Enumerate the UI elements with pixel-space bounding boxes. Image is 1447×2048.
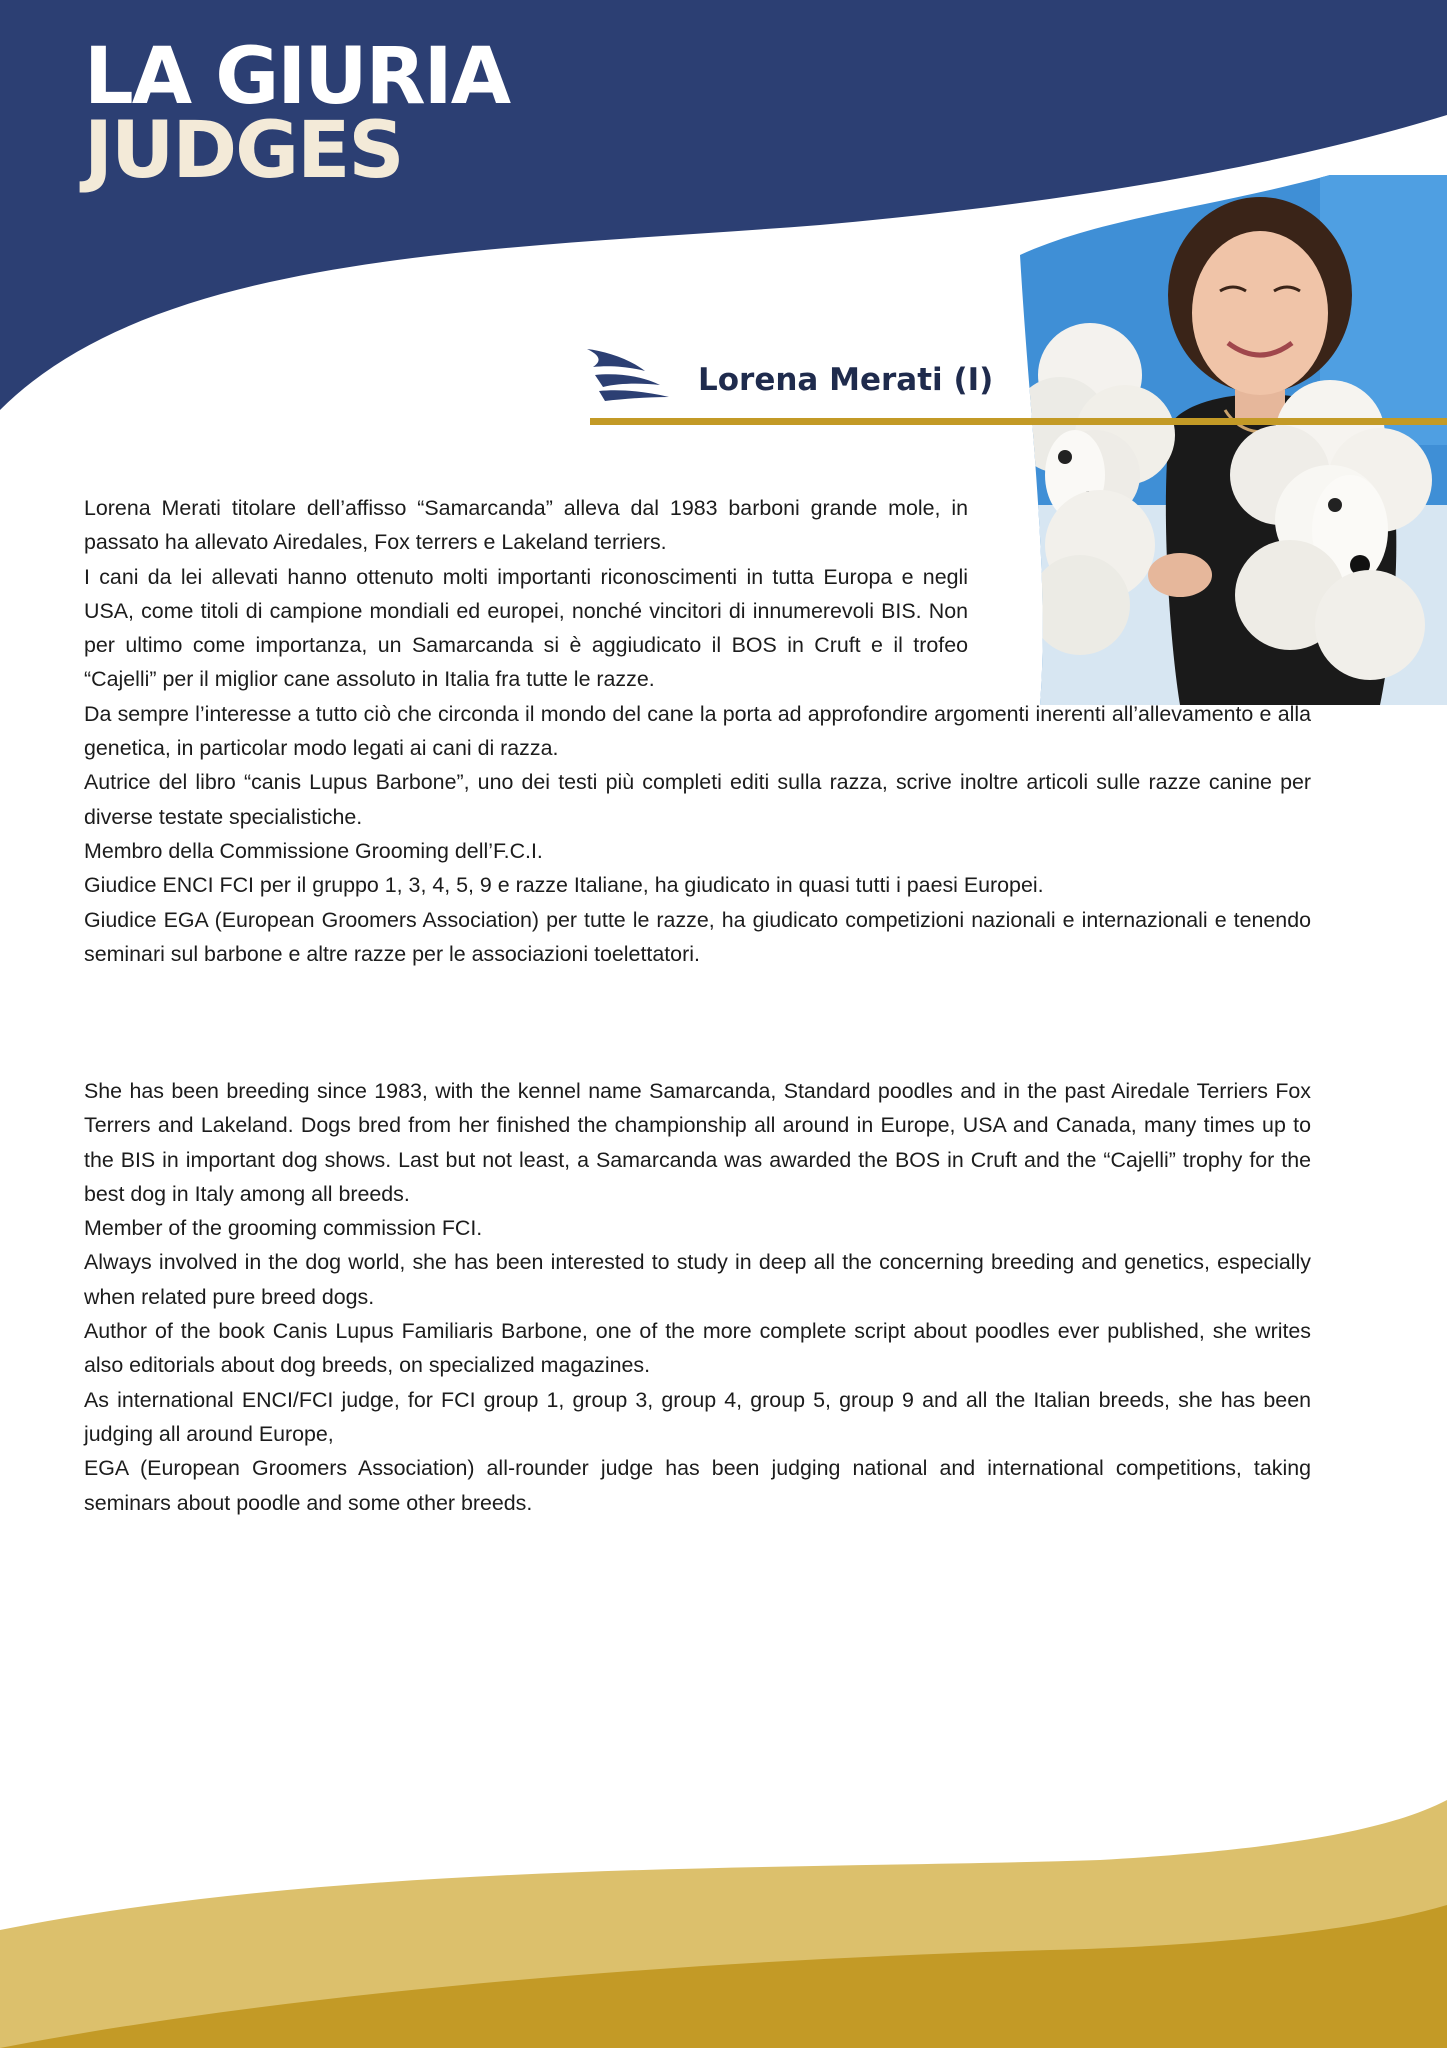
paragraph: Giudice ENCI FCI per il gruppo 1, 3, 4, 5, 9 e razze Italiane, ha giudicato in quasi tutti i paesi Europei. <box>84 873 1044 898</box>
title-line-italian: LA GIURIA <box>84 32 510 122</box>
paragraph: As international ENCI/FCI judge, for FCI group 1, group 3, group 4, group 5, group 9 and all the Italian breeds, she has been judging all around Europe, <box>84 1387 1311 1446</box>
paragraph: Autrice del libro “canis Lupus Barbone”, uno dei testi più completi editi sulla razza, scrive inoltre articoli sulle razze canine per diverse testate specialistiche. <box>84 770 1311 829</box>
english-biography <box>84 1074 1311 1520</box>
paragraph: Lorena Merati titolare dell’affisso “Samarcanda” alleva dal 1983 barboni grande mole, in passato ha allevato Airedales, Fox terrers e Lakeland terriers. <box>84 496 968 555</box>
paragraph: Member of the grooming commission FCI. <box>84 1216 483 1241</box>
name-underline <box>590 418 1447 425</box>
paragraph: EGA (European Groomers Association) all-rounder judge has been judging national and international competitions, taking seminars about poodle and some other breeds. <box>84 1456 1311 1515</box>
judge-name: Lorena Merati (I) <box>698 362 994 398</box>
italian-biography <box>84 491 1311 971</box>
paragraph: Author of the book Canis Lupus Familiaris Barbone, one of the more complete script about poodles ever published, she writes also editorials about dog breeds, on specialized magazines. <box>84 1319 1311 1378</box>
paragraph: Membro della Commissione Grooming dell’F.C.I. <box>84 838 543 863</box>
paragraph: Giudice EGA (European Groomers Association) per tutte le razze, ha giudicato competizioni nazionali e internazionali e tenendo seminari sul barbone e altre razze per le associazioni toelettatori. <box>84 907 1311 966</box>
title-line-english: JUDGES <box>84 106 403 196</box>
paragraph: I cani da lei allevati hanno ottenuto molti importanti riconoscimenti in tutta Europa e negli USA, come titoli di campione mondiali ed europei, nonché vincitori di innumerevoli BIS. Non per ultimo come importanza, un Samarcanda si è aggiudicato il BOS in Cruft e il trofeo “Cajelli” per il miglior cane assoluto in Italia fra tutte le razze. <box>84 564 968 692</box>
person-face <box>1192 231 1328 395</box>
paragraph: Da sempre l’interesse a tutto ciò che circonda il mondo del cane la porta ad approfondire argomenti inerenti all’allevamento e alla genetica, in particolar modo legati ai cani di razza. <box>84 701 1311 761</box>
swoosh-logo-icon <box>585 345 671 401</box>
paragraph: She has been breeding since 1983, with the kennel name Samarcanda, Standard poodles and in the past Airedale Terriers Fox Terrers and Lakeland. Dogs bred from her finished the championship all around in Europe, USA and Canada, many times up to the BIS in important dog shows. Last but not least, a Samarcanda was awarded the BOS in Cruft and the “Cajelli” trophy for the best dog in Italy among all breeds. <box>84 1079 1311 1206</box>
page-title <box>84 32 510 196</box>
paragraph: Always involved in the dog world, she has been interested to study in deep all the concerning breeding and genetics, especially when related pure breed dogs. <box>84 1250 1311 1309</box>
